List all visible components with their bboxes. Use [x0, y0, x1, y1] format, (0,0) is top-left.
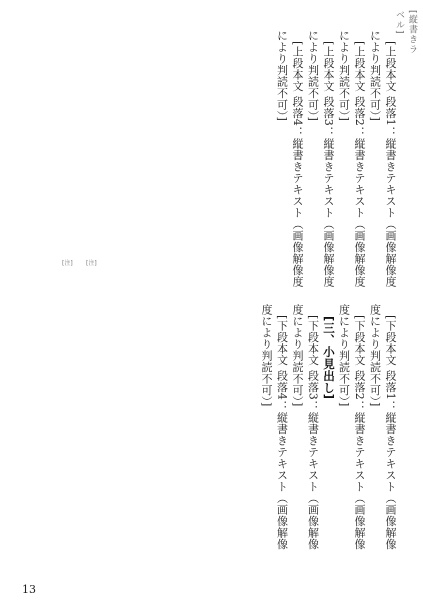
top-paragraph-1: [上段本文 段落1：縦書きテキスト（画像解像度により判読不可）] [368, 30, 397, 288]
bottom-tier [46, 304, 398, 560]
page-tab-label: [縦書きラベル] [394, 10, 417, 55]
bottom-paragraph-1: [下段本文 段落1：縦書きテキスト（画像解像度により判読不可）] [368, 304, 397, 550]
bottom-tier-text [46, 304, 398, 560]
margin-annotation-1: [注] [62, 260, 73, 267]
top-paragraph-4: [上段本文 段落4：縦書きテキスト（画像解像度により判読不可）] [275, 30, 304, 288]
top-tier-text [46, 30, 398, 290]
bottom-paragraph-2: [下段本文 段落2：縦書きテキスト（画像解像度により判読不可）] [337, 304, 366, 550]
bottom-paragraph-3: [下段本文 段落3：縦書きテキスト（画像解像度により判読不可）] [291, 304, 320, 550]
top-tier [46, 30, 398, 290]
section-heading: [三、小見出し] [322, 315, 336, 400]
bottom-paragraph-4: [下段本文 段落4：縦書きテキスト（画像解像度により判読不可）] [260, 304, 289, 550]
top-paragraph-3: [上段本文 段落3：縦書きテキスト（画像解像度により判読不可）] [306, 30, 335, 288]
page-number: 13 [22, 583, 36, 596]
page-tab [394, 10, 417, 62]
top-paragraph-2: [上段本文 段落2：縦書きテキスト（画像解像度により判読不可）] [337, 30, 366, 288]
tier-gap [46, 292, 398, 302]
margin-annotation-2: [注] [86, 260, 97, 267]
